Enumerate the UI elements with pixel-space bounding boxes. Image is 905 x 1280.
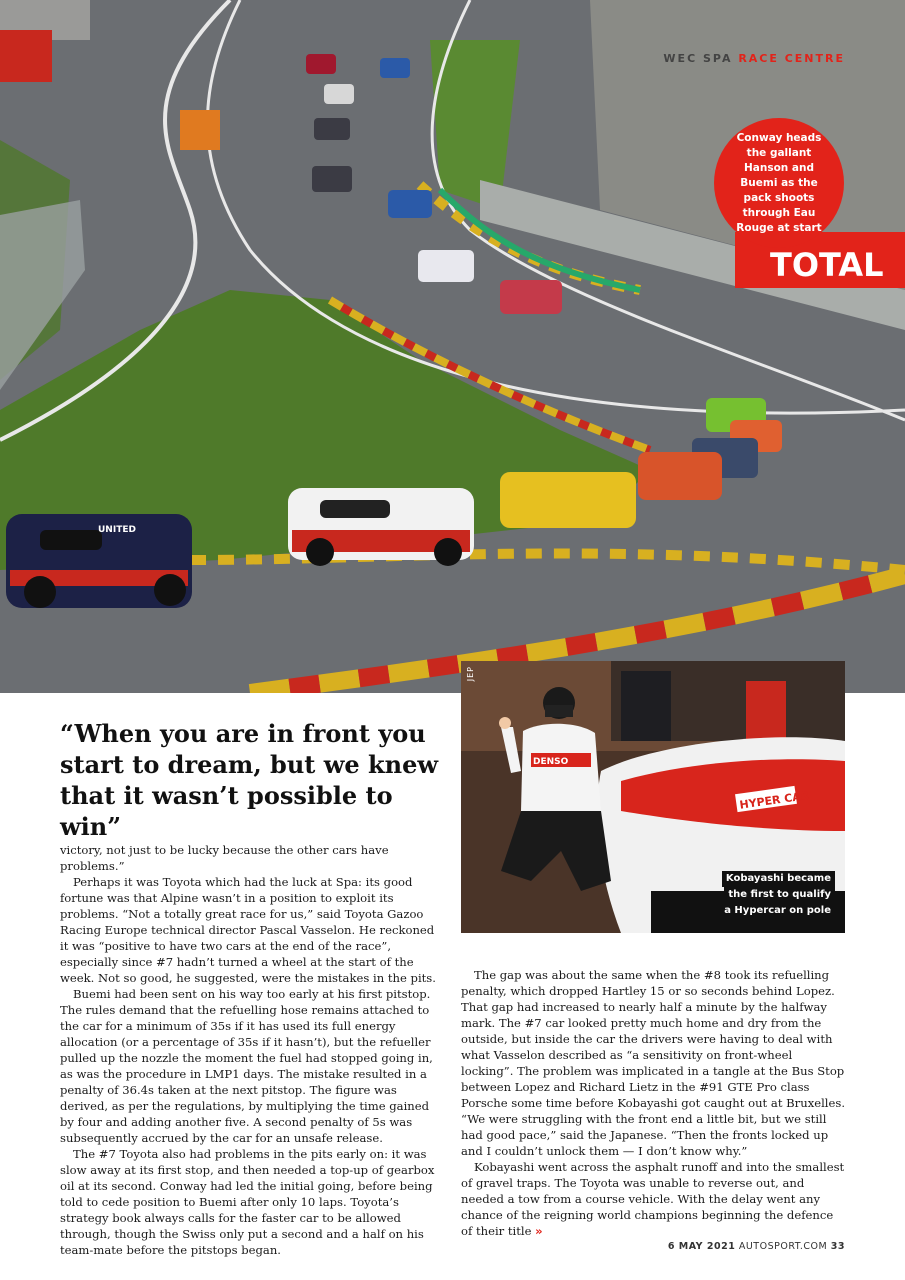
inset-photo — [461, 661, 845, 933]
inset-caption-line: Kobayashi became — [722, 871, 835, 887]
inset-caption — [720, 871, 835, 919]
section-kicker — [663, 52, 845, 65]
footer-date: 6 MAY 2021 — [667, 1241, 736, 1252]
article-paragraph: Buemi had been sent on his way too early at his first pitstop. The rules demand that the refuelling hose remains attached to the car for a minimum of 35s if it has used its full energy allocation (or a percentage of 35s if it hasn’t), but the refueller pulled up the nozzle the moment the fuel had stopped going in, as was the procedure in LMP1 days. The mistake resulted in a penalty of 36.4s taken at the next pitstop. The figure was derived, as per the regulations, by multiplying the time gained by four and adding another five. A second penalty of 5s was subsequently accrued by the car for an unsafe release. — [60, 987, 433, 1145]
kicker-accent: RACE CENTRE — [738, 52, 845, 65]
footer-site: AUTOSPORT.COM — [738, 1241, 828, 1252]
article-column-2 — [461, 967, 845, 1239]
page-footer — [668, 1241, 845, 1252]
article-paragraph: The #7 Toyota also had problems in the pits early on: it was slow away at its first stop, and then needed a top-up of gearbox oil at its second. Conway had led the initial going, before being told to cede position to Buemi after only 10 laps. Toyota’s strategy book always calls for the faster car to be allowed through, though the Swiss only put a second and a half on his team-mate before the pitstops began. — [60, 1147, 435, 1257]
page-number: 33 — [830, 1241, 845, 1252]
hero-caption: Conway heads the gallant Hanson and Buemi as the pack shoots through Eau Rouge at start — [714, 118, 844, 248]
photo-credit: JEP — [466, 666, 475, 682]
article-paragraph-last — [461, 1159, 845, 1239]
inset-caption-line: the first to qualify — [724, 887, 835, 903]
pull-quote: “When you are in front you start to dream, but we knew that it wasn’t possible to win” — [60, 719, 438, 841]
banner-total-text: TOTAL — [770, 246, 884, 284]
inset-caption-line: a Hypercar on pole — [720, 903, 835, 919]
continue-arrow-icon: » — [535, 1224, 543, 1238]
article-paragraph: victory, not just to be lucky because the other cars have problems.” — [60, 843, 389, 873]
car-livery-text: UNITED — [98, 525, 136, 535]
article-column-1 — [60, 842, 442, 1258]
article-paragraph-text: Kobayashi went across the asphalt runoff and into the smallest of gravel traps. The Toyota was unable to reverse out, and needed a tow from a course vehicle. With the delay went any chance of the reigning world champions beginning the defence of their title — [461, 1160, 845, 1238]
article-paragraph: Perhaps it was Toyota which had the luck at Spa: its good fortune was that Alpine wasn’t in a position to exploit its problems. “Not a totally great race for us,” said Toyota Gazoo Racing Europe technical director Pascal Vasselon. He reckoned it was “positive to have two cars at the end of the race”, especially since #7 hadn’t turned a wheel at the start of the week. Not so good, he suggested, were the mistakes in the pits. — [60, 875, 436, 985]
article-paragraph: The gap was about the same when the #8 took its refuelling penalty, which dropped Hartley 15 or so seconds behind Lopez. That gap had increased to nearly half a minute by the halfway mark. The #7 car looked pretty much home and dry from the outside, but inside the car the drivers were having to deal with what Vasselon described as “a sensitivity on front-wheel locking”. The problem was implicated in a tangle at the Bus Stop between Lopez and Richard Lietz in the #91 GTE Pro class Porsche some time before Kobayashi got caught out at Bruxelles. “We were struggling with the front end a little bit, but we still had good pace,” said the Japanese. “Then the fronts locked up and I couldn’t unlock them — I don’t know why.” — [461, 968, 846, 1158]
shirt-logo-text: DENSO — [533, 757, 569, 767]
kicker-prefix: WEC SPA — [663, 52, 733, 65]
car-decal-text: HYPER CAR — [738, 789, 810, 812]
